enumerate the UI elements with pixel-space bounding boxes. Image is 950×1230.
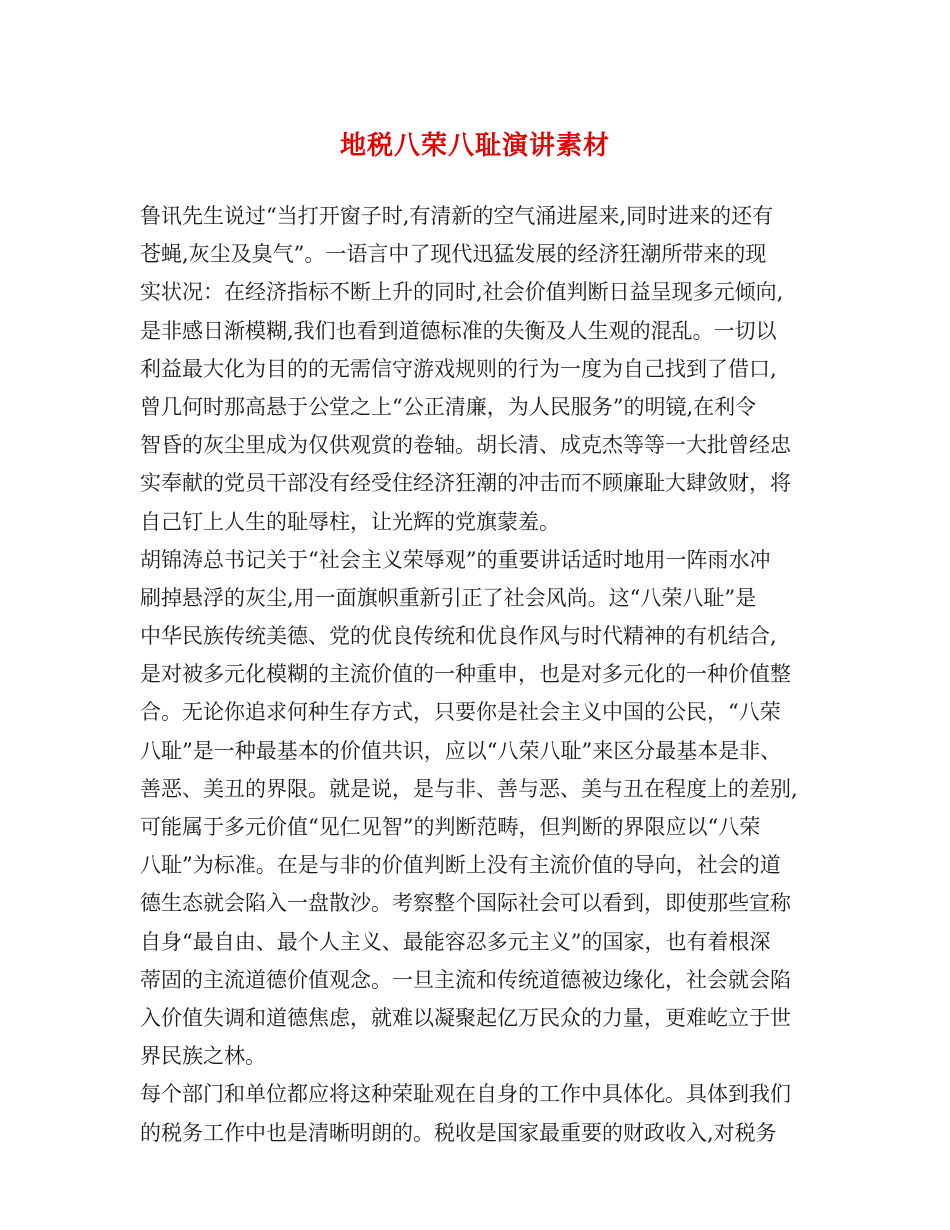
paragraph-line: 自身“最自由、最个人主义、最能容忍多元主义”的国家，也有着根深 bbox=[140, 929, 771, 954]
paragraph-line: 自己钉上人生的耻辱柱，让光辉的党旗蒙羞。 bbox=[140, 509, 560, 534]
paragraph-line: 八耻”为标准。在是与非的价值判断上没有主流价值的导向，社会的道 bbox=[140, 853, 781, 878]
paragraph-line: 是非感日渐模糊,我们也看到道德标准的失衡及人生观的混乱。一切以 bbox=[140, 318, 777, 343]
paragraph-line: 可能属于多元价值“见仁见智”的判断范畴，但判断的界限应以“八荣 bbox=[140, 815, 761, 839]
paragraph-line: 入价值失调和道德焦虑，就难以凝聚起亿万民众的力量，更难屹立于世 bbox=[140, 1005, 791, 1030]
paragraph-line: 鲁讯先生说过“当打开窗子时,有清新的空气涌进屋来,同时进来的还有 bbox=[140, 204, 774, 228]
paragraph-line: 合。无论你追求何种生存方式，只要你是社会主义中国的公民，“八荣 bbox=[140, 700, 781, 725]
paragraph-1 bbox=[140, 197, 840, 541]
paragraph-line: 中华民族传统美德、党的优良传统和优良作风与时代精神的有机结合, bbox=[140, 624, 777, 649]
paragraph-line: 智昏的灰尘里成为仅供观赏的卷轴。胡长清、成克杰等等一大批曾经忠 bbox=[140, 433, 791, 458]
document-body bbox=[140, 197, 840, 1152]
paragraph-line: 善恶、美丑的界限。就是说，是与非、善与恶、美与丑在程度上的差别, bbox=[140, 776, 798, 801]
paragraph-line: 是对被多元化模糊的主流价值的一种重申，也是对多元化的一种价值整 bbox=[140, 662, 791, 687]
paragraph-line: 苍蝇,灰尘及臭气”。一语言中了现代迅猛发展的经济狂潮所带来的现 bbox=[140, 242, 767, 267]
paragraph-line: 界民族之林。 bbox=[140, 1044, 266, 1069]
paragraph-line: 蒂固的主流道德价值观念。一旦主流和传统道德被边缘化，社会就会陷 bbox=[140, 967, 791, 992]
paragraph-line: 每个部门和单位都应将这种荣耻观在自身的工作中具体化。具体到我们 bbox=[140, 1082, 791, 1107]
paragraph-line: 胡锦涛总书记关于“社会主义荣辱观”的重要讲话适时地用一阵雨水冲 bbox=[140, 547, 771, 572]
paragraph-line: 实状况：在经济指标不断上升的同时,社会价值判断日益呈现多元倾向, bbox=[140, 280, 784, 305]
document-title: 地税八荣八耻演讲素材 bbox=[339, 131, 610, 161]
paragraph-2 bbox=[140, 541, 840, 1076]
paragraph-line: 八耻”是一种最基本的价值共识，应以“八荣八耻”来区分最基本是非、 bbox=[140, 738, 782, 763]
paragraph-line: 实奉献的党员干部没有经受住经济狂潮的冲击而不顾廉耻大肆敛财，将 bbox=[140, 471, 791, 496]
paragraph-line: 曾几何时那高悬于公堂之上“公正清廉，为人民服务”的明镜,在利令 bbox=[140, 394, 757, 419]
paragraph-line: 刷掉悬浮的灰尘,用一面旗帜重新引正了社会风尚。这“八荣八耻”是 bbox=[140, 585, 757, 610]
paragraph-3 bbox=[140, 1075, 840, 1151]
paragraph-line: 利益最大化为目的的无需信守游戏规则的行为一度为自己找到了借口, bbox=[140, 356, 777, 381]
paragraph-line: 德生态就会陷入一盘散沙。考察整个国际社会可以看到，即使那些宣称 bbox=[140, 891, 791, 916]
paragraph-line: 的税务工作中也是清晰明朗的。税收是国家最重要的财政收入,对税务 bbox=[140, 1120, 777, 1145]
